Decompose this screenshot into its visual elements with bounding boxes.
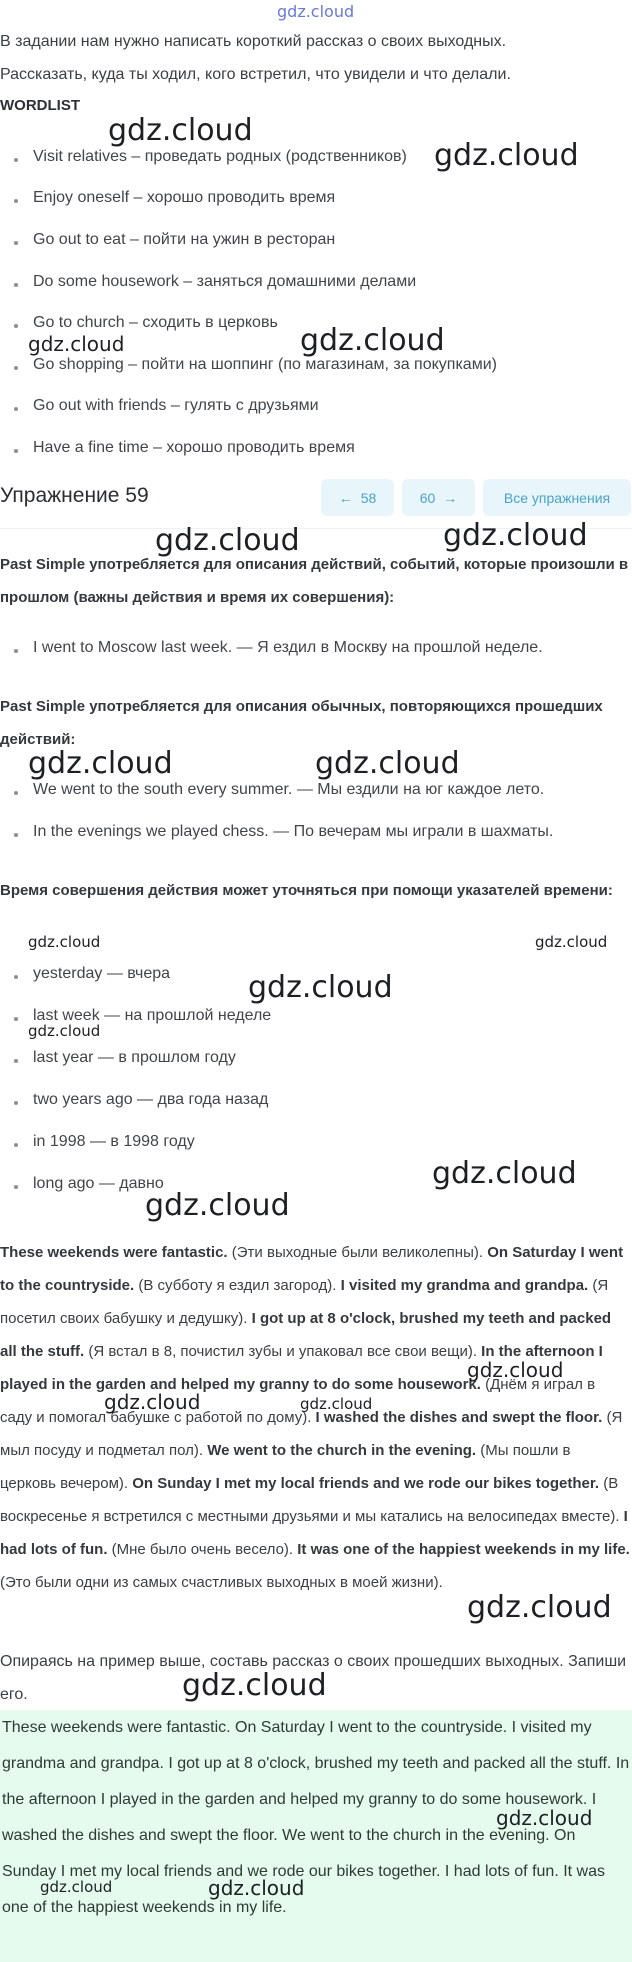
time-marker-item: two years ago — два года назад xyxy=(33,1091,269,1108)
arrow-left-icon: ← xyxy=(338,489,353,506)
list-item: Go out to eat – пойти на ужин в ресторан xyxy=(33,231,336,248)
watermark: gdz.cloud xyxy=(434,138,579,173)
example-item: We went to the south every summer. — Мы ездили на юг каждое лето. xyxy=(33,781,545,798)
answer-text: These weekends were fantastic. On Saturday I went to the countryside. I visited my grandma and grandpa. I got up at 8 o'clock, brushed my teeth and packed all the stuff. In the afternoon I played in the garden and helped my granny to do some housework. I washed the dishes and swept the floor. We went to the church in the evening. On Sunday I met my local friends and we rode our bikes together. I had lots of fun. It was one of the happiest weekends in my life. xyxy=(2,1719,630,1916)
watermark: gdz.cloud xyxy=(28,332,125,356)
watermark: gdz.cloud xyxy=(467,1590,612,1625)
story-sentence-ru: (Днём я играл в саду и помогал бабушке с работой по дому). xyxy=(0,1376,596,1426)
story-sentence-en: It was one of the happiest weekends in my life. xyxy=(297,1541,630,1558)
list-item: Visit relatives – проведать родных (родственников) xyxy=(33,148,407,165)
bullet xyxy=(14,1017,18,1021)
watermark: gdz.cloud xyxy=(104,1390,201,1414)
watermark: gdz.cloud xyxy=(182,1668,327,1703)
story-sentence-ru: (В воскресенье я встретился с местными друзьями и мы катались на велосипедах вместе). xyxy=(0,1475,624,1525)
watermark: gdz.cloud xyxy=(208,1876,305,1900)
list-item: Enjoy oneself – хорошо проводить время xyxy=(33,189,336,206)
bullet xyxy=(14,833,18,837)
wordlist-heading: WORDLIST xyxy=(0,97,80,114)
bullet xyxy=(14,199,18,203)
bullet xyxy=(14,791,18,795)
list-item: Go to church – сходить в церковь xyxy=(33,314,278,331)
list-item: Go out with friends – гулять с друзьями xyxy=(33,397,319,414)
time-marker-item: long ago — давно xyxy=(33,1175,164,1192)
bullet xyxy=(14,283,18,287)
prev-exercise-button[interactable] xyxy=(321,479,394,516)
watermark: gdz.cloud xyxy=(467,1358,564,1382)
time-marker-item: in 1998 — в 1998 году xyxy=(33,1133,195,1150)
watermark: gdz.cloud xyxy=(145,1188,290,1223)
list-item: Have a fine time – хорошо проводить время xyxy=(33,439,355,456)
bullet xyxy=(14,158,18,162)
watermark: gdz.cloud xyxy=(40,1878,113,1896)
watermark: gdz.cloud xyxy=(300,323,445,358)
time-marker-item: yesterday — вчера xyxy=(33,965,171,982)
watermark: gdz.cloud xyxy=(28,1022,101,1040)
story-sentence-en: I had lots of fun. xyxy=(0,1508,628,1558)
story-sentence-ru: (Я мыл посуду и подметал пол). xyxy=(0,1409,623,1459)
story-sentence-ru: (Я посетил своих бабушку и дедушку). xyxy=(0,1277,609,1327)
next-exercise-label: 60 xyxy=(419,489,436,506)
list-item: Go shopping – пойти на шоппинг (по магазинам, за покупками) xyxy=(33,356,497,373)
story-sentence-en: On Sunday I met my local friends and we rode our bikes together. xyxy=(132,1475,600,1492)
watermark: gdz.cloud xyxy=(443,518,588,553)
bullet xyxy=(14,975,18,979)
grammar-rule-2: Past Simple употребляется для описания обычных, повторяющихся прошедших действий: xyxy=(0,698,603,748)
arrow-right-icon: → xyxy=(443,489,458,506)
example-story xyxy=(0,1236,630,1599)
watermark: gdz.cloud xyxy=(108,113,253,148)
watermark: gdz.cloud xyxy=(277,2,355,21)
prev-exercise-label: 58 xyxy=(360,489,377,506)
bullet xyxy=(14,1143,18,1147)
list-item: Do some housework – заняться домашними делами xyxy=(33,273,417,290)
intro-line-1: В задании нам нужно написать короткий рассказ о своих выходных. xyxy=(0,33,507,50)
story-sentence-ru: (Мы пошли в церковь вечером). xyxy=(0,1442,571,1492)
watermark: gdz.cloud xyxy=(248,970,393,1005)
bullet xyxy=(14,1185,18,1189)
bullet xyxy=(14,324,18,328)
watermark: gdz.cloud xyxy=(300,1395,373,1413)
story-sentence-ru: (Мне было очень весело). xyxy=(107,1541,298,1558)
story-sentence-en: I visited my grandma and grandpa. xyxy=(340,1277,589,1294)
exercise-title: Упражнение 59 xyxy=(0,484,149,507)
answer-block xyxy=(0,1710,632,1962)
task-text: Опираясь на пример выше, составь рассказ о своих прошедших выходных. Запиши его. xyxy=(0,1653,627,1703)
watermark: gdz.cloud xyxy=(432,1156,577,1191)
grammar-rule-3: Время совершения действия может уточняться при помощи указателей времени: xyxy=(0,882,613,899)
example-item: I went to Moscow last week. — Я ездил в Москву на прошлой неделе. xyxy=(33,639,543,656)
story-sentence-ru: (Я встал в 8, почистил зубы и упаковал все свои вещи). xyxy=(84,1343,482,1360)
story-sentence-en: We went to the church in the evening. xyxy=(207,1442,477,1459)
bullet xyxy=(14,407,18,411)
watermark: gdz.cloud xyxy=(28,933,101,951)
intro-line-2: Рассказать, куда ты ходил, кого встретил, что увидели и что делали. xyxy=(0,66,511,83)
time-marker-item: last year — в прошлом году xyxy=(33,1049,236,1066)
story-sentence-ru: (В субботу я ездил загород). xyxy=(134,1277,341,1294)
story-sentence-en: I washed the dishes and swept the floor. xyxy=(315,1409,603,1426)
watermark: gdz.cloud xyxy=(28,746,173,781)
bullet xyxy=(14,366,18,370)
time-marker-item: last week — на прошлой неделе xyxy=(33,1007,272,1024)
next-exercise-button[interactable] xyxy=(402,479,475,516)
watermark: gdz.cloud xyxy=(315,746,460,781)
story-sentence-ru: (Эти выходные были великолепны). xyxy=(227,1244,488,1261)
bullet xyxy=(14,649,18,653)
story-sentence-en: On Saturday I went to the countryside. xyxy=(0,1244,624,1294)
bullet xyxy=(14,1101,18,1105)
bullet xyxy=(14,241,18,245)
watermark: gdz.cloud xyxy=(155,523,300,558)
story-sentence-ru: (Это были одни из самых счастливых выходных в моей жизни). xyxy=(0,1574,443,1591)
bullet xyxy=(14,1059,18,1063)
watermark: gdz.cloud xyxy=(535,933,608,951)
example-item: In the evenings we played chess. — По вечерам мы играли в шахматы. xyxy=(33,823,554,840)
story-sentence-en: I got up at 8 o'clock, brushed my teeth and packed all the stuff. xyxy=(0,1310,612,1360)
story-sentence-en: In the afternoon I played in the garden and helped my granny to do some housework. xyxy=(0,1343,603,1393)
grammar-rule-1: Past Simple употребляется для описания действий, событий, которые произошли в прошлом (важны действия и время их совершения): xyxy=(0,556,629,606)
all-exercises-button[interactable]: Все упражнения xyxy=(483,479,631,516)
watermark: gdz.cloud xyxy=(496,1806,593,1830)
story-sentence-en: These weekends were fantastic. xyxy=(0,1244,228,1261)
bullet xyxy=(14,449,18,453)
